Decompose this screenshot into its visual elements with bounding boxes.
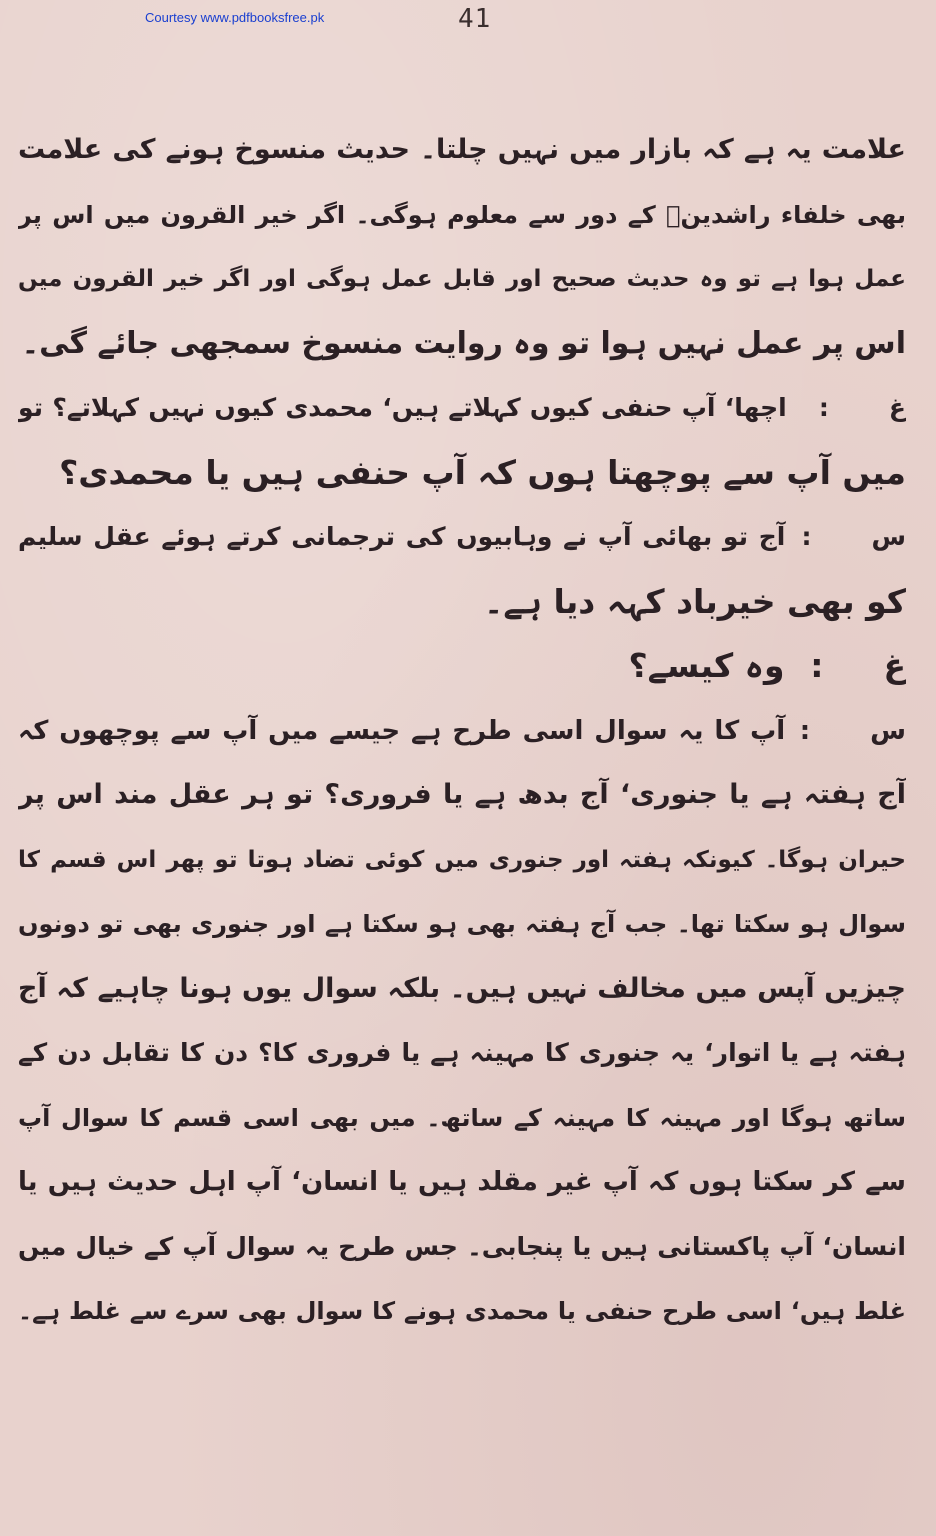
text-line-19: غلط ہیں‘ اسی طرح حنفی یا محمدی ہونے کا سوال بھی سرے سے غلط ہے۔ — [18, 1297, 906, 1325]
text-line-8: کو بھی خیرباد کہہ دیا ہے۔ — [484, 581, 906, 621]
speaker-marker-ghain: غ: — [818, 393, 906, 422]
speaker-marker-seen: س: — [801, 522, 906, 551]
text-line-18: انسان‘ آپ پاکستانی ہیں یا پنجابی۔ جس طرح یہ سوال آپ کے خیال میں — [18, 1231, 906, 1261]
text-line-13: سوال ہو سکتا تھا۔ جب آج ہفتہ بھی ہو سکتا ہے اور جنوری بھی تو دونوں — [18, 910, 906, 938]
text-line-15: ہفتہ ہے یا اتوار‘ یہ جنوری کا مہینہ ہے یا فروری کا؟ دن کا تقابل دن کے — [18, 1038, 906, 1067]
speaker-marker-seen: س: — [799, 715, 906, 746]
speaker-marker-ghain: غ: — [810, 646, 906, 685]
text-line-7: آج تو بھائی آپ نے وہابیوں کی ترجمانی کرتے ہوئے عقل سلیم — [18, 522, 786, 551]
dialogue-line-ghain-2 — [18, 634, 906, 699]
text-line-2: بھی خلفاء راشدینؓ کے دور سے معلوم ہوگی۔ اگر خیر القرون میں اس پر — [18, 200, 906, 229]
dialogue-line-ghain-1 — [18, 376, 906, 441]
text-line-10: آپ کا یہ سوال اسی طرح ہے جیسے میں آپ سے پوچھوں کہ — [18, 715, 786, 746]
text-line-11: آج ہفتہ ہے یا جنوری‘ آج بدھ ہے یا فروری؟ تو ہر عقل مند اس پر — [18, 779, 906, 810]
text-line-9: وہ کیسے؟ — [628, 646, 785, 685]
text-line-12: حیران ہوگا۔ کیونکہ ہفتہ اور جنوری میں کوئی تضاد ہوتا تو پھر اس قسم کا — [18, 846, 906, 873]
dialogue-line-seen-2 — [18, 699, 906, 764]
text-line-14: چیزیں آپس میں مخالف نہیں ہیں۔ بلکہ سوال یوں ہونا چاہیے کہ آج — [18, 972, 906, 1004]
page-number: 41 — [458, 4, 492, 34]
text-line-6: میں آپ سے پوچھتا ہوں کہ آپ حنفی ہیں یا محمدی؟ — [59, 452, 906, 492]
text-line-4: اس پر عمل نہیں ہوا تو وہ روایت منسوخ سمجھی جائے گی۔ — [21, 325, 906, 361]
dialogue-line-seen-1 — [18, 505, 906, 570]
text-line-17: سے کر سکتا ہوں کہ آپ غیر مقلد ہیں یا انسان‘ آپ اہل حدیث ہیں یا — [18, 1167, 906, 1197]
text-line-16: ساتھ ہوگا اور مہینہ کا مہینہ کے ساتھ۔ میں بھی اسی قسم کا سوال آپ — [18, 1103, 906, 1132]
text-line-3: عمل ہوا ہے تو وہ حدیث صحیح اور قابل عمل ہوگی اور اگر خیر القرون میں — [18, 266, 906, 292]
text-line-1: علامت یہ ہے کہ بازار میں نہیں چلتا۔ حدیث منسوخ ہونے کی علامت — [18, 134, 906, 165]
text-line-5: اچھا‘ آپ حنفی کیوں کہلاتے ہیں‘ محمدی کیوں نہیں کہلاتے؟ تو — [18, 393, 787, 422]
page-text-body — [18, 118, 906, 1344]
courtesy-watermark: Courtesy www.pdfbooksfree.pk — [145, 10, 325, 25]
